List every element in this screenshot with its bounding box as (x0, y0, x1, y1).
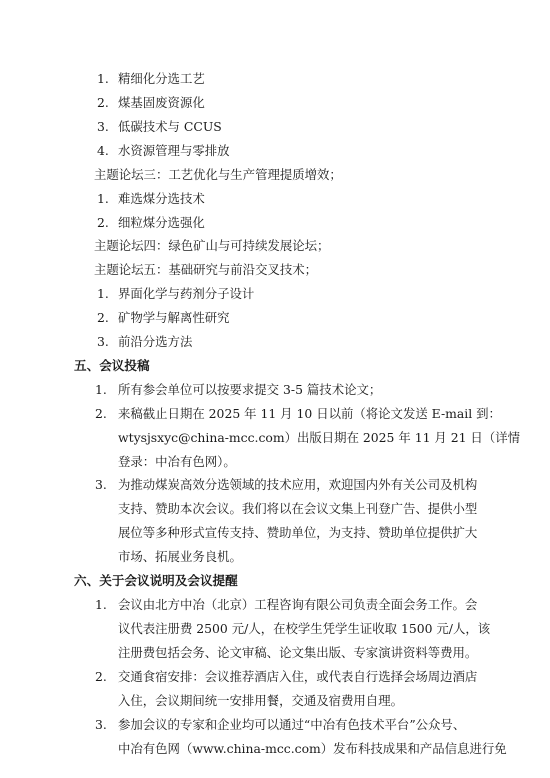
paragraph-line: 会议由北方中冶（北京）工程咨询有限公司负责全面会务工作。会 (118, 597, 478, 612)
list-number: 3. (97, 119, 109, 134)
paragraph-line: 入住，会议期间统一安排用餐，交通及宿费用自理。 (118, 693, 403, 708)
list-text: 水资源管理与零排放 (118, 143, 230, 158)
list-number: 3. (95, 717, 107, 732)
paragraph-line: 市场、拓展业务良机。 (118, 549, 242, 564)
list-number: 2. (97, 215, 109, 230)
list-number: 1. (97, 286, 109, 301)
list-number: 1. (97, 71, 109, 86)
paragraph-line: 注册费包括会务、论文审稿、论文集出版、专家演讲资料等费用。 (118, 645, 478, 660)
paragraph-line: 参加会议的专家和企业均可以通过“中冶有色技术平台”公众号、 (118, 717, 466, 732)
list-text: 精细化分选工艺 (118, 71, 205, 86)
paragraph-line: 支持、赞助本次会议。我们将以在会议文集上刊登广告、提供小型 (118, 501, 478, 516)
paragraph-line: 登录：中冶有色网）。 (118, 454, 236, 469)
paragraph-line: 为推动煤炭高效分选领域的技术应用，欢迎国内外有关公司及机构 (118, 477, 478, 492)
forum-three-title: 主题论坛三：工艺优化与生产管理提质增效； (94, 167, 342, 182)
list-text: 低碳技术与 CCUS (118, 119, 222, 134)
section-heading: 五、会议投稿 (74, 358, 150, 373)
list-number: 4. (97, 143, 109, 158)
forum-five-title: 主题论坛五：基础研究与前沿交叉技术； (94, 262, 318, 277)
list-text: 细粒煤分选强化 (118, 215, 205, 230)
list-number: 2. (97, 95, 109, 110)
paragraph-line: 展位等多种形式宣传支持、赞助单位，为支持、赞助单位提供扩大 (118, 525, 478, 540)
list-number: 3. (97, 334, 109, 349)
paragraph-line: 议代表注册费 2500 元/人，在校学生凭学生证收取 1500 元/人，该 (118, 621, 491, 636)
list-text: 难选煤分选技术 (118, 191, 205, 206)
list-text: 煤基固废资源化 (118, 95, 205, 110)
list-text: 界面化学与药剂分子设计 (118, 286, 255, 301)
list-number: 3. (95, 477, 107, 492)
paragraph-line: 来稿截止日期在 2025 年 11 月 10 日以前（将论文发送 E-mail 到： (118, 406, 501, 421)
list-number: 1. (95, 597, 107, 612)
section-heading: 六、关于会议说明及会议提醒 (74, 573, 238, 588)
list-number: 2. (95, 669, 107, 684)
forum-four-title: 主题论坛四：绿色矿山与可持续发展论坛； (94, 238, 330, 253)
paragraph-line: 中冶有色网（www.china-mcc.com）发布科技成果和产品信息进行免 (118, 741, 507, 756)
paragraph-line: wtysjsxyc@china-mcc.com）出版日期在 2025 年 11 月 21 日（详情 (118, 430, 520, 445)
paragraph-line: 所有参会单位可以按要求提交 3-5 篇技术论文； (118, 382, 382, 397)
list-number: 2. (95, 406, 107, 421)
list-number: 2. (97, 310, 109, 325)
paragraph-line: 交通食宿安排：会议推荐酒店入住，或代表自行选择会场周边酒店 (118, 669, 478, 684)
list-text: 矿物学与解离性研究 (118, 310, 230, 325)
list-number: 1. (97, 191, 109, 206)
list-number: 1. (95, 382, 107, 397)
list-text: 前沿分选方法 (118, 334, 193, 349)
